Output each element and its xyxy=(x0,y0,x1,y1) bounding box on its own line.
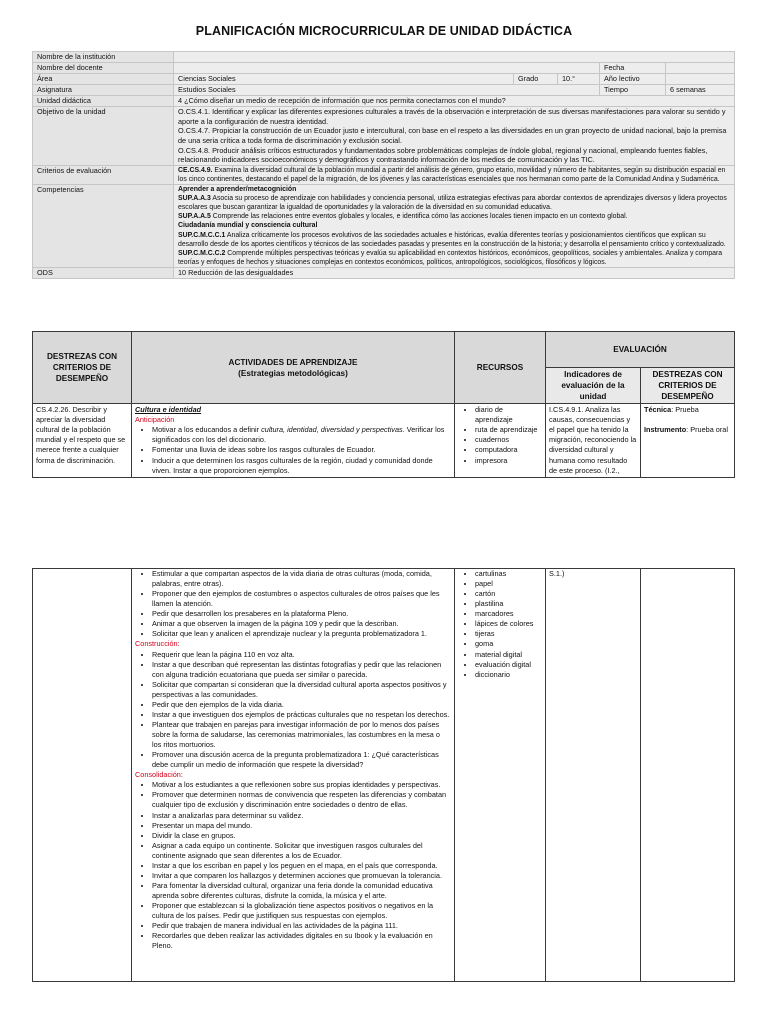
list-item: • Invitar a que comparen los hallazgos y determinen acciones que promuevan la tolerancia. xyxy=(152,871,451,881)
consolidacion-list xyxy=(135,780,451,951)
header-destrezas: DESTREZAS CON CRITERIOS DE DESEMPEÑO xyxy=(33,332,132,404)
criterios-value xyxy=(174,165,735,184)
tecnica-cell xyxy=(641,404,735,477)
ods-label: ODS xyxy=(33,267,174,278)
construccion-heading: Construcción: xyxy=(135,639,180,649)
destreza-cell: CS.4.2.26. Describir y apreciar la diversidad cultural de la población mundial y el respeto que se merece frente a cualquier forma de discriminación. xyxy=(33,404,132,477)
comp1-code: SUP.A.A.3 xyxy=(178,195,211,203)
asignatura-label: Asignatura xyxy=(33,85,174,96)
list-item: • ruta de aprendizaje xyxy=(475,425,542,435)
unidad-value: 4 ¿Cómo diseñar un medio de recepción de información que nos permita conectarnos con el mundo? xyxy=(174,96,735,107)
objetivo-1: O.CS.4.1. Identificar y explicar las diferentes expresiones culturales a través de la observación e interpretación de sus diversas manifestaciones para valorar su sentido y aporte a la configuración de nuestra identidad. xyxy=(178,107,726,126)
list-item: • impresora xyxy=(475,456,542,466)
list-item: • Solicitar que compartan si consideran que la diversidad cultural aporta aspectos positivos y perspectivas a las comunidades. xyxy=(152,680,451,700)
header-destrezas-2: DESTREZAS CON CRITERIOS DE DESEMPEÑO xyxy=(641,368,735,404)
comp1-text: Asocia su proceso de aprendizaje con habilidades y conciencia personal, utiliza estrategias efectivas para abordar contextos de aprendizajes diversos y lidera proyectos escolares que buscan garantizar la igualdad de oportunidades y la valoración de la diversidad en su comunidad educativa. xyxy=(178,195,727,212)
comp1-title: Aprender a aprender/metacognición xyxy=(178,185,297,193)
list-item: • Instar a que los escriban en papel y los peguen en el mapa, en el país que corresponda. xyxy=(152,861,451,871)
docente-label: Nombre del docente xyxy=(33,63,174,74)
unidad-label: Unidad didáctica xyxy=(33,96,174,107)
list-item: • Instar a que investiguen dos ejemplos de prácticas culturales que no respetan los derechos. xyxy=(152,710,451,720)
page-title: PLANIFICACIÓN MICROCURRICULAR DE UNIDAD DIDÁCTICA xyxy=(195,24,573,38)
list-item: • diccionario xyxy=(475,670,542,680)
comp3-title: Ciudadanía mundial y consciencia cultural xyxy=(178,222,318,230)
recursos-cell xyxy=(455,404,546,477)
list-item: • papel xyxy=(475,579,542,589)
comp3-code: SUP.C.M.C.C.1 xyxy=(178,231,226,239)
fecha-value xyxy=(666,63,735,74)
criterio-text: Examina la diversidad cultural de la población mundial a partir del análisis de género, grupo etario, movilidad y número de habitantes, según su distribución espacial en los cinco continentes, destacando el papel de la migración, de los jóvenes y las características esenciales que nos hermanan como parte de la Comunidad Andina y Sudamérica. xyxy=(178,166,726,183)
header-actividades-title: ACTIVIDADES DE APRENDIZAJE xyxy=(228,357,358,367)
list-item: • Plantear que trabajen en parejas para investigar información de por lo menos dos países sobre la forma de saludarse, las ceremonias matrimoniales, las costumbres en la mesa o los ritos mortuorios. xyxy=(152,720,451,750)
list-item: • marcadores xyxy=(475,609,542,619)
header-estrategias: (Estrategias metodológicas) xyxy=(238,368,348,378)
fecha-label: Fecha xyxy=(600,63,666,74)
ods-value: 10 Reducción de las desigualdades xyxy=(174,267,735,278)
list-item: • Asignar a cada equipo un continente. Solicitar que investiguen rasgos culturales del continente asignado que sean diferentes a los de Ecuador. xyxy=(152,841,451,861)
institucion-label: Nombre de la institución xyxy=(33,52,174,63)
area-label: Área xyxy=(33,74,174,85)
construccion-list xyxy=(135,650,451,771)
anio-value xyxy=(666,74,735,85)
grado-label: Grado xyxy=(514,74,558,85)
asignatura-value: Estudios Sociales xyxy=(174,85,600,96)
indicador-cell: I.CS.4.9.1. Analiza las causas, consecuencias y el papel que ha tenido la migración, reconociendo la diversidad cultural y humana como resultado de este proceso. (I.2., xyxy=(546,404,641,477)
criterio-code: CE.CS.4.9. xyxy=(178,166,213,174)
objetivo-label: Objetivo de la unidad xyxy=(33,107,174,166)
list-item: • Motivar a los estudiantes a que reflexionen sobre sus propias identidades y perspectivas. xyxy=(152,780,451,790)
list-item: • Proponer que den ejemplos de costumbres o aspectos culturales de otros países que les llamen la atención. xyxy=(152,589,451,609)
grado-value: 10.° xyxy=(558,74,600,85)
objetivo-2: O.CS.4.7. Propiciar la construcción de un Ecuador justo e intercultural, con base en el respeto a las diversidades en un gran proyecto de unidad nacional, bajo la premisa de una seria crítica a toda forma de discriminación y exclusión social. xyxy=(178,126,727,145)
instrumento-label: Instrumento xyxy=(644,425,687,435)
instrumento-value: : Prueba oral xyxy=(686,425,728,435)
list-item: • diario de aprendizaje xyxy=(475,405,542,425)
list-item: • cartulinas xyxy=(475,569,542,579)
list-item: • material digital xyxy=(475,650,542,660)
list-item: • goma xyxy=(475,639,542,649)
recursos-list-continued xyxy=(458,569,542,680)
list-item: • lápices de colores xyxy=(475,619,542,629)
actividades-cell-continued xyxy=(132,569,455,982)
list-item: • Requerir que lean la página 110 en voz alta. xyxy=(152,650,451,660)
list-item: • Proponer que establezcan si la globalización tiene aspectos positivos o negativos en la cultura de los países. Pedir que justifiquen sus respuestas con ejemplos. xyxy=(152,901,451,921)
list-item: • Dividir la clase en grupos. xyxy=(152,831,451,841)
criterios-label: Criterios de evaluación xyxy=(33,165,174,184)
anio-label: Año lectivo xyxy=(600,74,666,85)
competencias-value xyxy=(174,184,735,267)
activities-table xyxy=(32,331,735,478)
header-actividades xyxy=(132,332,455,404)
comp3-text: Analiza críticamente los procesos evolutivos de las sociedades actuales e históricas, evalúa diferentes teorías y posicionamientos científicos que explican su desarrollo desde de los aportes científicos y técnicos de las sociedades pasadas y presentes en la construcción de la historia; y desarrolla el pensamiento crítico y contextualizado. xyxy=(178,231,726,248)
list-item: • Presentar un mapa del mundo. xyxy=(152,821,451,831)
institucion-value xyxy=(174,52,735,63)
list-item: • Instar a analizarlas para determinar su validez. xyxy=(152,811,451,821)
comp2-text: Comprende las relaciones entre eventos globales y locales, e identifica cómo las acciones locales tienen impacto en un contexto global. xyxy=(210,213,628,221)
docente-value xyxy=(174,63,600,74)
actividades-cell xyxy=(132,404,455,477)
list-item: • Motivar a los educandos a definir cultura, identidad, diversidad y perspectivas. Verificar los significados con los del diccionario. xyxy=(152,425,451,445)
anticipacion-list xyxy=(135,425,451,475)
list-item: • plastilina xyxy=(475,599,542,609)
info-table xyxy=(32,51,735,279)
header-recursos: RECURSOS xyxy=(455,332,546,404)
comp4-code: SUP.C.M.C.C.2 xyxy=(178,249,226,257)
list-item: • evaluación digital xyxy=(475,660,542,670)
objetivo-value xyxy=(174,107,735,166)
header-indicadores: Indicadores de evaluación de la unidad xyxy=(546,368,641,404)
indicador-cell-continued: S.1.) xyxy=(546,569,641,982)
tiempo-value: 6 semanas xyxy=(666,85,735,96)
comp2-code: SUP.A.A.5 xyxy=(178,213,211,221)
activities-table-continued xyxy=(32,568,735,982)
list-item: • Promover una discusión acerca de la pregunta problematizadora 1: ¿Qué características debe cumplir un medio de información que respete la diversidad? xyxy=(152,750,451,770)
area-value: Ciencias Sociales xyxy=(174,74,514,85)
list-item: • cartón xyxy=(475,589,542,599)
list-item: • Para fomentar la diversidad cultural, organizar una feria donde la comunidad educativa aprenda sobre diferentes culturas, disfrute la comida, la música y el arte. xyxy=(152,881,451,901)
list-item: • Recordarles que deben realizar las actividades digitales en su Ibook y la evaluación en Pleno. xyxy=(152,931,451,951)
list-item: • Fomentar una lluvia de ideas sobre los rasgos culturales de Ecuador. xyxy=(152,445,451,455)
tiempo-label: Tiempo xyxy=(600,85,666,96)
list-item: • computadora xyxy=(475,445,542,455)
list-item: • tijeras xyxy=(475,629,542,639)
tecnica-value: : Prueba xyxy=(671,405,699,415)
header-evaluacion: EVALUACIÓN xyxy=(546,332,735,368)
list-item: • Pedir que trabajen de manera individual en las actividades de la página 111. xyxy=(152,921,451,931)
anticipacion-heading: Anticipación xyxy=(135,415,175,425)
consolidacion-heading: Consolidación: xyxy=(135,770,183,780)
list-item: • Instar a que describan qué representan las distintas fotografías y pedir que las relacionen con alguna tradición ecuatoriana que pueda ser similar o parecida. xyxy=(152,660,451,680)
list-item: • cuadernos xyxy=(475,435,542,445)
competencias-label: Competencias xyxy=(33,184,174,267)
list-item: • Pedir que den ejemplos de la vida diaria. xyxy=(152,700,451,710)
list-item: • Estimular a que compartan aspectos de la vida diaria de otras culturas (moda, comida, palabras, entre otras). xyxy=(152,569,451,589)
list-item: • Animar a que observen la imagen de la página 109 y pedir que la describan. xyxy=(152,619,451,629)
activity-title: Cultura e identidad xyxy=(135,405,202,415)
list-item: • Promover que determinen normas de convivencia que respeten las diferencias y combatan cualquier tipo de exclusión y discriminación entre sociedades o dentro de ellas. xyxy=(152,790,451,810)
anticipacion-list-continued xyxy=(135,569,451,639)
tecnica-cell-continued xyxy=(641,569,735,982)
list-item: • Inducir a que determinen los rasgos culturales de la región, ciudad y comunidad donde viven. Instar a que proporcionen ejemplos. xyxy=(152,456,451,476)
recursos-list xyxy=(458,405,542,465)
list-item: • Pedir que desarrollen los presaberes en la plataforma Pleno. xyxy=(152,609,451,619)
tecnica-label: Técnica xyxy=(644,405,672,415)
list-item: • Solicitar que lean y analicen el aprendizaje nuclear y la pregunta problematizadora 1. xyxy=(152,629,451,639)
recursos-cell-continued xyxy=(455,569,546,982)
comp4-text: Comprende múltiples perspectivas teóricas y evalúa su aplicabilidad en contextos históricos, económicos, geopolíticos, sociales y ambientales. Analiza y compara teorías y enfoques de hechos y situaciones complejas en contextos económicos, políticos, antropológicos, sociológicos, filosóficos y lógicos. xyxy=(178,249,723,266)
destreza-cell-continued xyxy=(33,569,132,982)
objetivo-3: O.CS.4.8. Producir análisis críticos estructurados y fundamentados sobre problemáticas complejas de índole global, regional y nacional, empleando fuentes fiables, relacionando indicadores socioeconómicos y demográficos y contrastando información de los medios de comunicación y las TIC. xyxy=(178,145,708,165)
